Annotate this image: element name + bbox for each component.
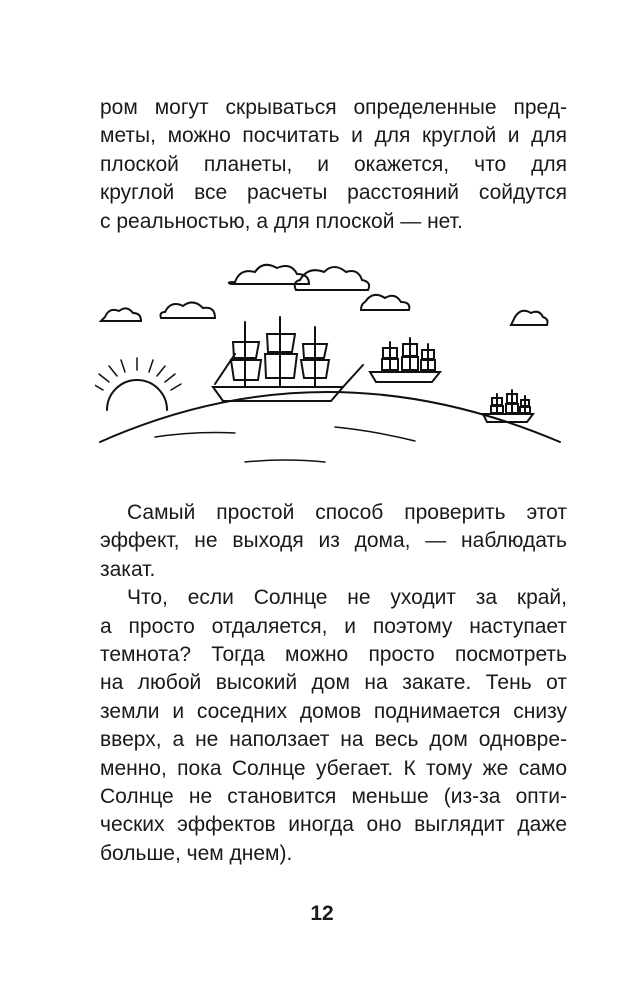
page-number: 12 <box>310 902 334 925</box>
text-line: круглой все расчеты расстояний сойдутся <box>100 181 567 205</box>
text-line: ческих эффектов иногда оно выглядит даже <box>100 813 567 837</box>
text-line: с реальностью, а для плоской — нет. <box>100 209 463 233</box>
text-line: плоской планеты, и окажется, что для <box>100 152 567 176</box>
text-line: на любой высокий дом на закате. Тень от <box>100 671 567 695</box>
ship-medium-icon <box>370 338 440 382</box>
paragraph-group <box>100 499 567 868</box>
text-line: менно, пока Солнце убегает. К тому же само <box>100 756 567 780</box>
cloud-icon <box>101 265 548 325</box>
text-line: ром могут скрываться определенные пред- <box>100 96 567 119</box>
text-line: Солнце не становится меньше (из-за опти- <box>100 784 567 808</box>
text-line: Самый простой способ проверить этот <box>127 501 567 524</box>
text-line: закат. <box>100 557 156 581</box>
ship-large-icon <box>213 317 363 401</box>
text-line: больше, чем днем). <box>100 841 293 865</box>
paragraph-continued <box>100 94 567 236</box>
text-line: эффект, не выходя из дома, — наблюдать <box>100 529 567 553</box>
text-line: меты, можно посчитать и для круглой и для <box>100 124 567 148</box>
ships-on-horizon-illustration <box>95 262 565 477</box>
text-line: вверх, а не наползает на весь дом одновре- <box>100 728 567 752</box>
sun-icon <box>95 358 181 410</box>
text-line: Что, если Солнце не уходит за край, <box>127 586 567 610</box>
text-line: земли и соседних домов поднимается снизу <box>100 699 567 723</box>
text-line: темнота? Тогда можно просто посмотреть <box>100 642 567 666</box>
text-line: а просто отдаляется, и поэтому наступает <box>100 614 567 638</box>
